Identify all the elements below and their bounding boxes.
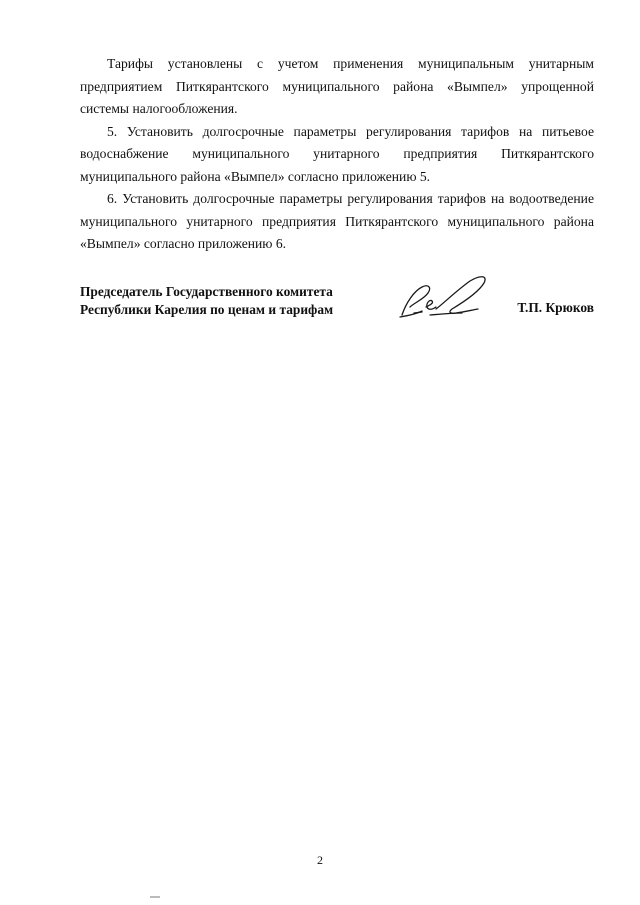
handwritten-signature xyxy=(392,269,522,325)
signer-title-line-1: Председатель Государственного комитета xyxy=(80,284,333,299)
signer-name: Т.П. Крюков xyxy=(517,300,594,315)
paragraph-item-6: 6. Установить долгосрочные параметры регулирования тарифов на водоотведение муниципального унитарного предприятия Питкярантского муниципального района «Вымпел» согласно приложению 6. xyxy=(80,191,594,251)
paragraph-item-5: 5. Установить долгосрочные параметры регулирования тарифов на питьевое водоснабжение муниципального унитарного предприятия Питкярантского муниципального района «Вымпел» согласно приложению 5. xyxy=(80,123,594,184)
page-number: 2 xyxy=(317,853,323,867)
signer-title xyxy=(80,283,333,318)
signer-title-line-2: Республики Карелия по ценам и тарифам xyxy=(80,301,334,317)
document-body xyxy=(80,53,594,256)
scan-artifact xyxy=(150,896,160,898)
signature-block xyxy=(80,283,594,343)
paragraph-tariffs-note: Тарифы установлены с учетом применения муниципальным унитарным предприятием Питкярантского муниципального района «Вымпел» упрощенной системы налогообложения. xyxy=(80,56,594,116)
